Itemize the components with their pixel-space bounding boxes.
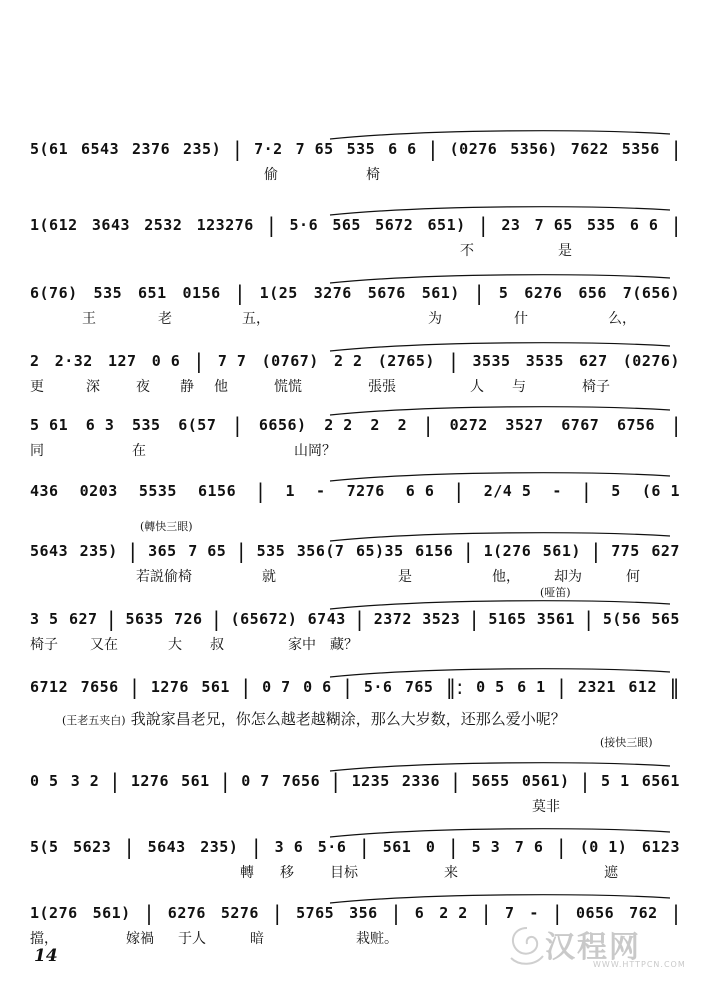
- barline: |: [131, 675, 139, 699]
- note-group: 3561: [536, 610, 575, 628]
- note-group: 561): [421, 284, 460, 302]
- lyrics-line: [30, 376, 680, 396]
- barline: |: [268, 213, 276, 237]
- lyric-text: 轉: [240, 865, 254, 881]
- lyrics-line: [30, 634, 680, 654]
- system-6: [30, 470, 680, 530]
- note-group: 5 1: [601, 772, 630, 790]
- lyric-text: 更: [30, 379, 44, 395]
- note-group: 6: [414, 904, 425, 922]
- note-group: 0203: [79, 482, 118, 500]
- note-group: 6 6: [405, 482, 435, 500]
- note-group: 5356): [510, 140, 558, 158]
- lyric-text: 王: [82, 311, 96, 327]
- barline: |: [470, 607, 478, 631]
- note-group: 6(57: [178, 416, 217, 434]
- watermark-url: WWW.HTTPCN.COM: [593, 960, 686, 969]
- note-group: 5276: [220, 904, 259, 922]
- barline: |: [429, 137, 437, 161]
- note-group: 3 6: [274, 838, 304, 856]
- system-1: [30, 128, 680, 188]
- page-number: 14: [34, 946, 58, 966]
- barline: |: [592, 539, 600, 563]
- spoken-dialogue: [62, 708, 682, 732]
- note-group: 775: [611, 542, 640, 560]
- lyric-text: 藏？: [330, 637, 358, 653]
- note-group: 2376: [132, 140, 171, 158]
- barline: |: [581, 769, 589, 793]
- barline: |: [344, 675, 352, 699]
- barline: |: [107, 607, 116, 631]
- note-group: 5356: [621, 140, 660, 158]
- note-group: 3523: [422, 610, 461, 628]
- lyric-text: 移: [280, 865, 294, 881]
- swirl-icon: [505, 924, 549, 968]
- note-group: 3643: [91, 216, 131, 234]
- lyric-text: 栽赃。: [356, 931, 398, 947]
- lyric-text: 来: [444, 865, 458, 881]
- note-group: 6123: [641, 838, 680, 856]
- note-group: 0 7: [262, 678, 291, 696]
- note-group: (2765): [377, 352, 435, 370]
- note-group: 565: [651, 610, 680, 628]
- lyric-text: 夜: [136, 379, 150, 395]
- note-group: 3535: [525, 352, 564, 370]
- note-group: 3535: [472, 352, 511, 370]
- lyric-text: 山岡？: [294, 443, 336, 459]
- note-group: 2/4 5: [483, 482, 532, 500]
- note-group: 0656: [576, 904, 615, 922]
- lyrics-line: [30, 308, 680, 328]
- note-group: 5676: [367, 284, 406, 302]
- note-group: 726: [174, 610, 203, 628]
- barline: |: [479, 213, 488, 237]
- note-group: 6561: [641, 772, 680, 790]
- lyrics-line: [30, 506, 680, 526]
- system-11: [30, 826, 680, 886]
- notes-line: [30, 676, 680, 698]
- note-group: 123276: [196, 216, 254, 234]
- note-group: 561: [181, 772, 210, 790]
- barline: |: [672, 137, 680, 161]
- note-group: 0 5: [476, 678, 505, 696]
- barline: |: [553, 901, 562, 925]
- lyric-text: 偷: [264, 167, 278, 183]
- note-group: 0272: [449, 416, 488, 434]
- note-group: 0 6: [151, 352, 181, 370]
- lyric-text: 又在: [90, 637, 118, 653]
- lyric-text: 在: [132, 443, 146, 459]
- lyric-text: 目标: [330, 865, 358, 881]
- note-group: 5765: [296, 904, 335, 922]
- lyrics-line: [30, 862, 680, 882]
- note-group: 6 6: [388, 140, 417, 158]
- barline: |: [449, 835, 458, 859]
- note-group: 765: [404, 678, 434, 696]
- lyric-text: 莫非: [532, 799, 560, 815]
- note-group: 0156: [182, 284, 221, 302]
- note-group: 2 2: [333, 352, 363, 370]
- note-group: 6276: [167, 904, 206, 922]
- note-group: 5165: [488, 610, 527, 628]
- note-group: 0 5: [30, 772, 59, 790]
- lyrics-line: [30, 566, 680, 586]
- note-group: -: [529, 904, 539, 922]
- note-group: (65672): [230, 610, 298, 628]
- note-group: (0276): [622, 352, 680, 370]
- note-group: 7276: [346, 482, 385, 500]
- barline: |: [392, 901, 400, 925]
- barline: |: [145, 901, 153, 925]
- lyric-text: 老: [158, 311, 172, 327]
- lyrics-line: [30, 440, 680, 460]
- lyric-text: 遮: [604, 865, 618, 881]
- note-group: 436: [30, 482, 59, 500]
- note-group: 7 7: [217, 352, 247, 370]
- note-group: 2: [30, 352, 40, 370]
- note-group: (6 1: [641, 482, 680, 500]
- system-7: [30, 530, 680, 590]
- lyric-text: 同: [30, 443, 44, 459]
- note-group: 0 6: [303, 678, 332, 696]
- barline: |: [557, 835, 566, 859]
- note-group: 23: [501, 216, 521, 234]
- note-group: 5·6: [289, 216, 319, 234]
- note-group: 651: [138, 284, 167, 302]
- barline: |: [237, 539, 246, 563]
- note-group: 2: [370, 416, 380, 434]
- note-group: 2321: [577, 678, 616, 696]
- note-group: 1(612: [30, 216, 78, 234]
- note-group: 5643: [147, 838, 186, 856]
- note-group: 7 6: [514, 838, 544, 856]
- note-group: 535: [587, 216, 616, 234]
- barline: ‖: [669, 675, 680, 699]
- barline: |: [583, 479, 591, 503]
- note-group: 6743: [307, 610, 346, 628]
- lyric-text: 是: [398, 569, 412, 585]
- lyric-text: 就: [262, 569, 276, 585]
- note-group: 627: [579, 352, 608, 370]
- note-group: 0561): [521, 772, 570, 790]
- barline: |: [672, 213, 680, 237]
- note-group: 5(56: [602, 610, 642, 628]
- lyric-text: 么，: [608, 311, 636, 327]
- note-group: 6(76): [30, 284, 78, 302]
- note-group: 7: [504, 904, 515, 922]
- lyric-text: 何: [626, 569, 640, 585]
- lyric-text: 人: [470, 379, 484, 395]
- note-group: 762: [629, 904, 658, 922]
- lyrics-line: [30, 240, 680, 260]
- lyric-text: 慌慌: [274, 379, 302, 395]
- note-group: 7656: [281, 772, 321, 790]
- notes-line: [30, 902, 680, 924]
- system-4: [30, 340, 680, 400]
- barline: |: [129, 539, 137, 563]
- annotation-kuaisanyan: (轉快三眼): [140, 520, 193, 533]
- note-group: 7 65: [188, 542, 227, 560]
- lyric-text: 是: [558, 243, 572, 259]
- barline: |: [257, 479, 265, 503]
- note-group: 3527: [505, 416, 544, 434]
- note-group: 5635: [125, 610, 164, 628]
- lyric-text: 他，: [492, 569, 520, 585]
- annotation-yadi: (哑笛): [540, 586, 571, 599]
- note-group: 6156: [197, 482, 237, 500]
- note-group: 5·6: [363, 678, 393, 696]
- note-group: 7·2: [254, 140, 283, 158]
- barline: |: [464, 539, 473, 563]
- note-group: 6543: [81, 140, 120, 158]
- barline: |: [452, 769, 460, 793]
- note-group: (0276: [449, 140, 498, 158]
- lyric-text: 深: [86, 379, 100, 395]
- note-group: 235): [183, 140, 222, 158]
- watermark-text: 汉程网: [545, 930, 641, 965]
- note-group: 7(656): [622, 284, 680, 302]
- note-group: 535: [346, 140, 376, 158]
- note-group: 6767: [561, 416, 600, 434]
- note-group: 1(276: [483, 542, 532, 560]
- barline: |: [234, 137, 242, 161]
- barline: |: [242, 675, 250, 699]
- note-group: 565: [332, 216, 361, 234]
- watermark-logo: [505, 922, 695, 974]
- note-group: 5(5: [30, 838, 59, 856]
- notes-line: [30, 608, 680, 630]
- note-group: 1: [285, 482, 295, 500]
- lyric-text: 叔: [210, 637, 224, 653]
- note-group: 2336: [401, 772, 441, 790]
- note-group: 5672: [375, 216, 414, 234]
- lyric-text: 五，: [242, 311, 270, 327]
- note-group: 5: [498, 284, 509, 302]
- note-group: 3 2: [70, 772, 100, 790]
- lyric-text: 他: [214, 379, 228, 395]
- lyric-text: 大: [168, 637, 182, 653]
- system-5: [30, 404, 680, 464]
- note-group: 1276: [130, 772, 169, 790]
- note-group: 6756: [616, 416, 656, 434]
- note-group: 3276: [313, 284, 352, 302]
- note-group: 2 2: [439, 904, 468, 922]
- note-group: 6656): [258, 416, 307, 434]
- barline: |: [356, 607, 364, 631]
- note-group: 1276: [150, 678, 189, 696]
- note-group: 1(25: [259, 284, 298, 302]
- lyric-text: 暗: [250, 931, 264, 947]
- note-group: 356(7: [296, 542, 345, 560]
- barline: |: [236, 281, 244, 305]
- note-group: 561: [201, 678, 230, 696]
- note-group: 7656: [80, 678, 119, 696]
- note-group: 561): [92, 904, 131, 922]
- notes-line: [30, 138, 680, 160]
- lyric-text: 于人: [178, 931, 206, 947]
- note-group: -: [552, 482, 562, 500]
- lyric-text: 若説偷椅: [136, 569, 192, 585]
- barline: |: [585, 607, 593, 631]
- lyrics-line: [30, 796, 680, 816]
- system-3: [30, 272, 680, 332]
- note-group: 6276: [524, 284, 563, 302]
- note-group: 627: [651, 542, 680, 560]
- note-group: 7622: [570, 140, 609, 158]
- barline: |: [125, 835, 134, 859]
- barline: ‖:: [445, 675, 464, 699]
- lyric-text: 与: [512, 379, 526, 395]
- lyric-text: 椅子: [30, 637, 58, 653]
- notes-line: [30, 480, 680, 502]
- lyric-text: 椅: [366, 167, 380, 183]
- note-group: 1(276: [30, 904, 78, 922]
- note-group: (0 1): [579, 838, 628, 856]
- note-group: 6156: [415, 542, 454, 560]
- barline: |: [475, 281, 483, 305]
- note-group: 127: [107, 352, 137, 370]
- barline: |: [360, 835, 369, 859]
- note-group: 7 65: [534, 216, 573, 234]
- note-group: 7 65: [295, 140, 334, 158]
- barline: |: [482, 901, 491, 925]
- note-group: 535: [256, 542, 286, 560]
- barline: |: [195, 349, 203, 373]
- lyric-text: 不: [460, 243, 474, 259]
- note-group: 0: [425, 838, 436, 856]
- note-group: 6 6: [629, 216, 659, 234]
- note-group: 0 7: [241, 772, 270, 790]
- note-group: 65)35: [355, 542, 404, 560]
- note-group: (0767): [261, 352, 319, 370]
- lyric-text: 什: [514, 311, 528, 327]
- spoken-speaker-tag: (王老五夹白): [62, 714, 126, 727]
- note-group: 6712: [30, 678, 69, 696]
- notes-line: [30, 770, 680, 792]
- lyric-text: 静: [180, 379, 194, 395]
- note-group: 2532: [144, 216, 183, 234]
- note-group: 5643: [30, 542, 69, 560]
- note-group: 2: [397, 416, 408, 434]
- note-group: 2·32: [54, 352, 93, 370]
- note-group: 561: [382, 838, 412, 856]
- note-group: 627: [68, 610, 98, 628]
- note-group: -: [316, 482, 326, 500]
- note-group: 235): [79, 542, 118, 560]
- notes-line: [30, 214, 680, 236]
- notes-line: [30, 282, 680, 304]
- lyric-text: 为: [428, 311, 442, 327]
- note-group: 365: [148, 542, 177, 560]
- note-group: 5(61: [30, 140, 69, 158]
- note-group: 651): [427, 216, 466, 234]
- note-group: 5655: [471, 772, 510, 790]
- annotation-jie-kuaisanyan: (接快三眼): [600, 736, 653, 749]
- barline: |: [455, 479, 463, 503]
- lyric-text: 張張: [368, 379, 396, 395]
- note-group: 561): [542, 542, 581, 560]
- note-group: 5 3: [471, 838, 501, 856]
- barline: |: [672, 413, 680, 437]
- note-group: 535: [132, 416, 161, 434]
- note-group: 5535: [138, 482, 177, 500]
- system-8: [30, 598, 680, 658]
- system-10: [30, 760, 680, 820]
- barline: |: [234, 413, 242, 437]
- barline: |: [111, 769, 119, 793]
- lyrics-line: [30, 164, 680, 184]
- barline: |: [424, 413, 433, 437]
- barline: |: [672, 901, 680, 925]
- barline: |: [212, 607, 221, 631]
- note-group: 535: [93, 284, 123, 302]
- lyric-text: 擋，: [30, 931, 58, 947]
- note-group: 356: [349, 904, 378, 922]
- note-group: 3 5: [30, 610, 59, 628]
- note-group: 5: [611, 482, 621, 500]
- lyric-text: 却为: [554, 569, 582, 585]
- note-group: 6 3: [85, 416, 115, 434]
- note-group: 5·6: [317, 838, 347, 856]
- note-group: 235): [200, 838, 239, 856]
- barline: |: [558, 675, 566, 699]
- note-group: 2372: [373, 610, 412, 628]
- barline: |: [252, 835, 261, 859]
- barline: |: [273, 901, 282, 925]
- note-group: 656: [578, 284, 607, 302]
- note-group: 1235: [351, 772, 390, 790]
- note-group: 5623: [73, 838, 112, 856]
- lyric-text: 家中: [288, 637, 316, 653]
- lyric-text: 椅子: [582, 379, 610, 395]
- note-group: 5 61: [30, 416, 69, 434]
- note-group: 2 2: [324, 416, 353, 434]
- spoken-line: 我說家昌老兄，你怎么越老越糊涂，那么大岁数，还那么爱小呢？: [130, 710, 566, 728]
- lyric-text: 嫁禍: [126, 931, 154, 947]
- notes-line: [30, 836, 680, 858]
- note-group: 6 1: [517, 678, 546, 696]
- notes-line: [30, 414, 680, 436]
- notes-line: [30, 540, 680, 562]
- barline: |: [450, 349, 458, 373]
- barline: |: [221, 769, 230, 793]
- barline: |: [332, 769, 340, 793]
- system-2: [30, 204, 680, 264]
- notes-line: [30, 350, 680, 372]
- note-group: 612: [628, 678, 657, 696]
